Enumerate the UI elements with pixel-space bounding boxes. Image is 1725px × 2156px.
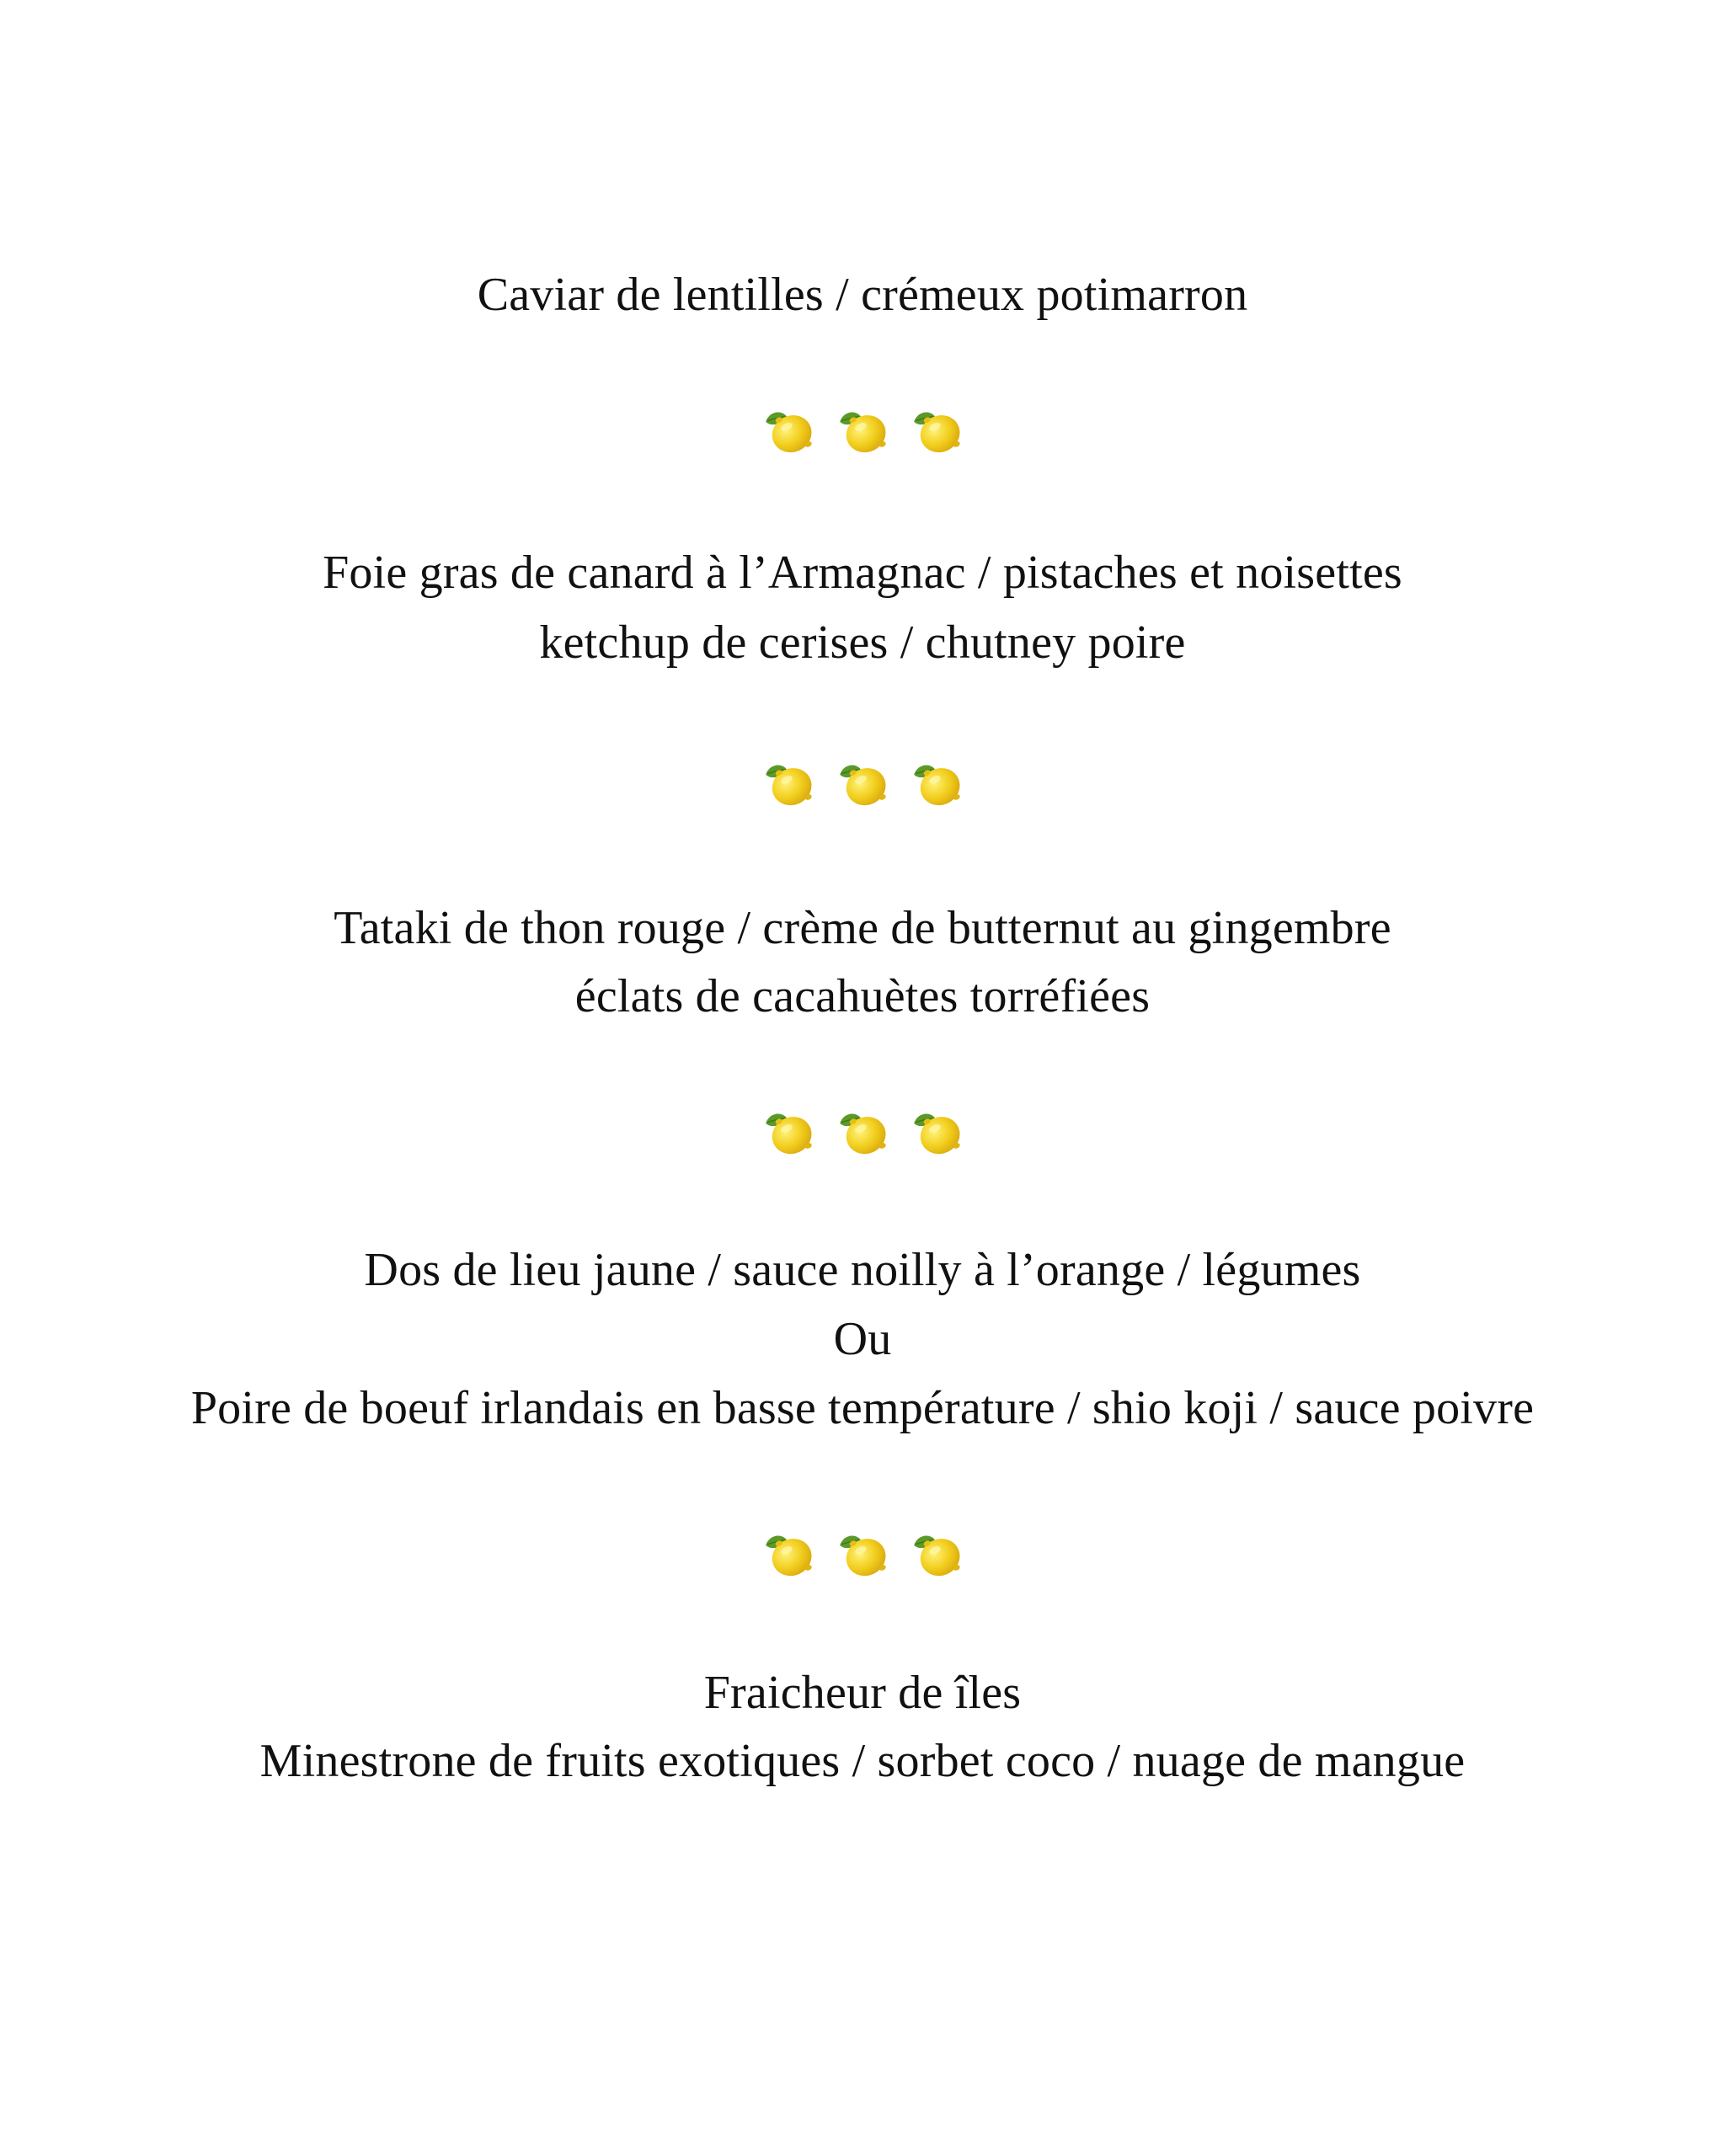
course-3-line-1: Tataki de thon rouge / crème de butternut au gingembre — [334, 902, 1391, 954]
course-4-line-1: Dos de lieu jaune / sauce noilly à l’orange / légumes — [364, 1244, 1361, 1296]
lemon-icon — [909, 755, 964, 811]
lemon-icon — [761, 1104, 816, 1160]
course-4-or-label: Ou — [833, 1313, 892, 1365]
separator-2 — [0, 754, 1725, 813]
lemon-icon — [835, 1526, 890, 1582]
separator-1 — [0, 401, 1725, 460]
lemon-icon — [761, 755, 816, 811]
course-1-title: Caviar de lentilles / crémeux potimarron — [477, 269, 1248, 321]
lemon-icon — [835, 755, 890, 811]
lemon-icon — [909, 1526, 964, 1582]
lemon-icon — [909, 1104, 964, 1160]
lemon-icon — [761, 1526, 816, 1582]
course-3-line-2: éclats de cacahuètes torréfiées — [574, 970, 1151, 1022]
course-2-line-1: Foie gras de canard à l’Armagnac / pistaches et noisettes — [323, 547, 1402, 599]
course-4-line-2: Poire de boeuf irlandais en basse température / shio koji / sauce poivre — [190, 1382, 1535, 1434]
course-5-line-2: Minestrone de fruits exotiques / sorbet coco / nuage de mangue — [259, 1735, 1466, 1787]
separator-4 — [0, 1524, 1725, 1583]
course-5-title: Fraicheur de îles — [703, 1667, 1022, 1719]
lemon-icon — [909, 403, 964, 458]
lemon-icon — [761, 403, 816, 458]
separator-3 — [0, 1102, 1725, 1161]
lemon-icon — [835, 1104, 890, 1160]
lemon-icon — [835, 403, 890, 458]
course-2-line-2: ketchup de cerises / chutney poire — [539, 616, 1186, 669]
